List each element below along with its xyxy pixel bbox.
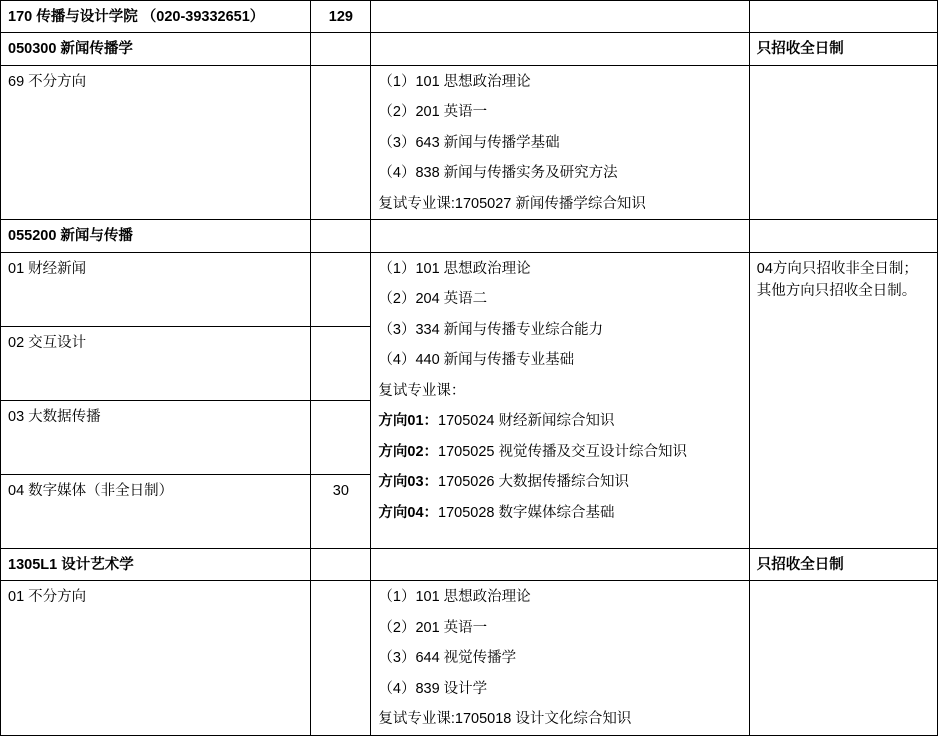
major-title-cell xyxy=(1,33,311,65)
table-row-college-header xyxy=(1,1,938,33)
college-code: 170 xyxy=(8,9,33,25)
major-subjects-cell xyxy=(371,33,749,65)
major-name: 新闻与传播 xyxy=(60,228,133,245)
direction-quota-cell xyxy=(311,65,371,219)
table-row-direction-050300-01 xyxy=(1,65,938,219)
exam-subject-item: （4）838 新闻与传播实务及研究方法 xyxy=(378,165,618,182)
direction-quota-cell xyxy=(311,326,371,400)
direction-note-cell xyxy=(749,581,937,735)
table-row-direction-055200-01 xyxy=(1,252,938,326)
exam-subjects-cell xyxy=(371,581,749,735)
retest-direction-item xyxy=(378,441,741,463)
retest-direction-text: 1705024 财经新闻综合知识 xyxy=(438,413,615,430)
direction-quota-cell xyxy=(311,400,371,474)
major-name: 设计艺术学 xyxy=(61,556,134,573)
exam-subjects-cell xyxy=(371,252,749,548)
exam-subject-item: （3）644 视觉传播学 xyxy=(378,650,517,667)
exam-subject-item: （1）101 思想政治理论 xyxy=(378,73,531,90)
major-title-cell xyxy=(1,220,311,252)
retest-direction-text: 1705026 大数据传播综合知识 xyxy=(438,474,630,491)
major-note-cell: 只招收全日制 xyxy=(749,33,937,65)
direction-label-cell: 04 数字媒体（非全日制） xyxy=(1,474,311,548)
direction-label-cell: 01 财经新闻 xyxy=(1,252,311,326)
college-name: 传播与设计学院 xyxy=(36,9,138,25)
exam-subject-item: （1）101 思想政治理论 xyxy=(378,589,531,606)
table-row-major-050300 xyxy=(1,33,938,65)
direction-quota-cell xyxy=(311,581,371,735)
college-enrollment-cell: 129 xyxy=(311,1,371,33)
exam-subject-item: （2）201 英语一 xyxy=(378,104,488,121)
table-row-major-1305L1 xyxy=(1,548,938,580)
direction-quota-cell: 30 xyxy=(311,474,371,548)
retest-subject: 复试专业课:1705027 新闻传播学综合知识 xyxy=(378,195,646,212)
retest-direction-text: 1705025 视觉传播及交互设计综合知识 xyxy=(438,443,688,460)
table-row-major-055200 xyxy=(1,220,938,252)
major-title-cell xyxy=(1,548,311,580)
retest-direction-key: 方向04： xyxy=(378,504,439,521)
major-code: 1305L1 xyxy=(8,556,58,573)
major-name: 新闻传播学 xyxy=(60,41,133,58)
table-row-direction-1305L1-01 xyxy=(1,581,938,735)
direction-label-cell: 01 不分方向 xyxy=(1,581,311,735)
direction-quota-cell xyxy=(311,252,371,326)
major-code: 055200 xyxy=(8,228,57,245)
major-note-cell xyxy=(749,220,937,252)
exam-subject-item: （4）440 新闻与传播专业基础 xyxy=(378,352,575,369)
direction-label-cell: 69 不分方向 xyxy=(1,65,311,219)
direction-label-cell: 02 交互设计 xyxy=(1,326,311,400)
retest-direction-text: 1705028 数字媒体综合基础 xyxy=(438,504,615,521)
retest-subject: 复试专业课:1705018 设计文化综合知识 xyxy=(378,711,632,728)
major-note-cell: 04方向只招收非全日制；其他方向只招收全日制。 xyxy=(749,252,937,548)
college-title-cell xyxy=(1,1,311,33)
exam-subject-item: （3）334 新闻与传播专业综合能力 xyxy=(378,321,604,338)
college-phone: （020-39332651） xyxy=(141,9,265,25)
college-note-cell xyxy=(749,1,937,33)
exam-subject-item: （1）101 思想政治理论 xyxy=(378,260,531,277)
direction-note-cell xyxy=(749,65,937,219)
major-subjects-cell xyxy=(371,220,749,252)
exam-subject-item: （2）201 英语一 xyxy=(378,619,488,636)
college-subjects-cell xyxy=(371,1,749,33)
exam-subject-item: （3）643 新闻与传播学基础 xyxy=(378,134,560,151)
major-quota-cell xyxy=(311,33,371,65)
major-quota-cell xyxy=(311,548,371,580)
exam-subject-item: （2）204 英语二 xyxy=(378,291,488,308)
major-note-cell: 只招收全日制 xyxy=(749,548,937,580)
retest-direction-key: 方向01： xyxy=(378,413,439,430)
retest-direction-item xyxy=(378,502,741,524)
retest-label: 复试专业课： xyxy=(378,382,466,399)
exam-subject-item: （4）839 设计学 xyxy=(378,680,488,697)
major-subjects-cell xyxy=(371,548,749,580)
retest-direction-item xyxy=(378,471,741,493)
major-code: 050300 xyxy=(8,41,57,58)
exam-subjects-cell xyxy=(371,65,749,219)
direction-label-cell: 03 大数据传播 xyxy=(1,400,311,474)
retest-direction-key: 方向03： xyxy=(378,474,439,491)
retest-direction-key: 方向02： xyxy=(378,443,439,460)
retest-direction-item xyxy=(378,410,741,432)
major-quota-cell xyxy=(311,220,371,252)
